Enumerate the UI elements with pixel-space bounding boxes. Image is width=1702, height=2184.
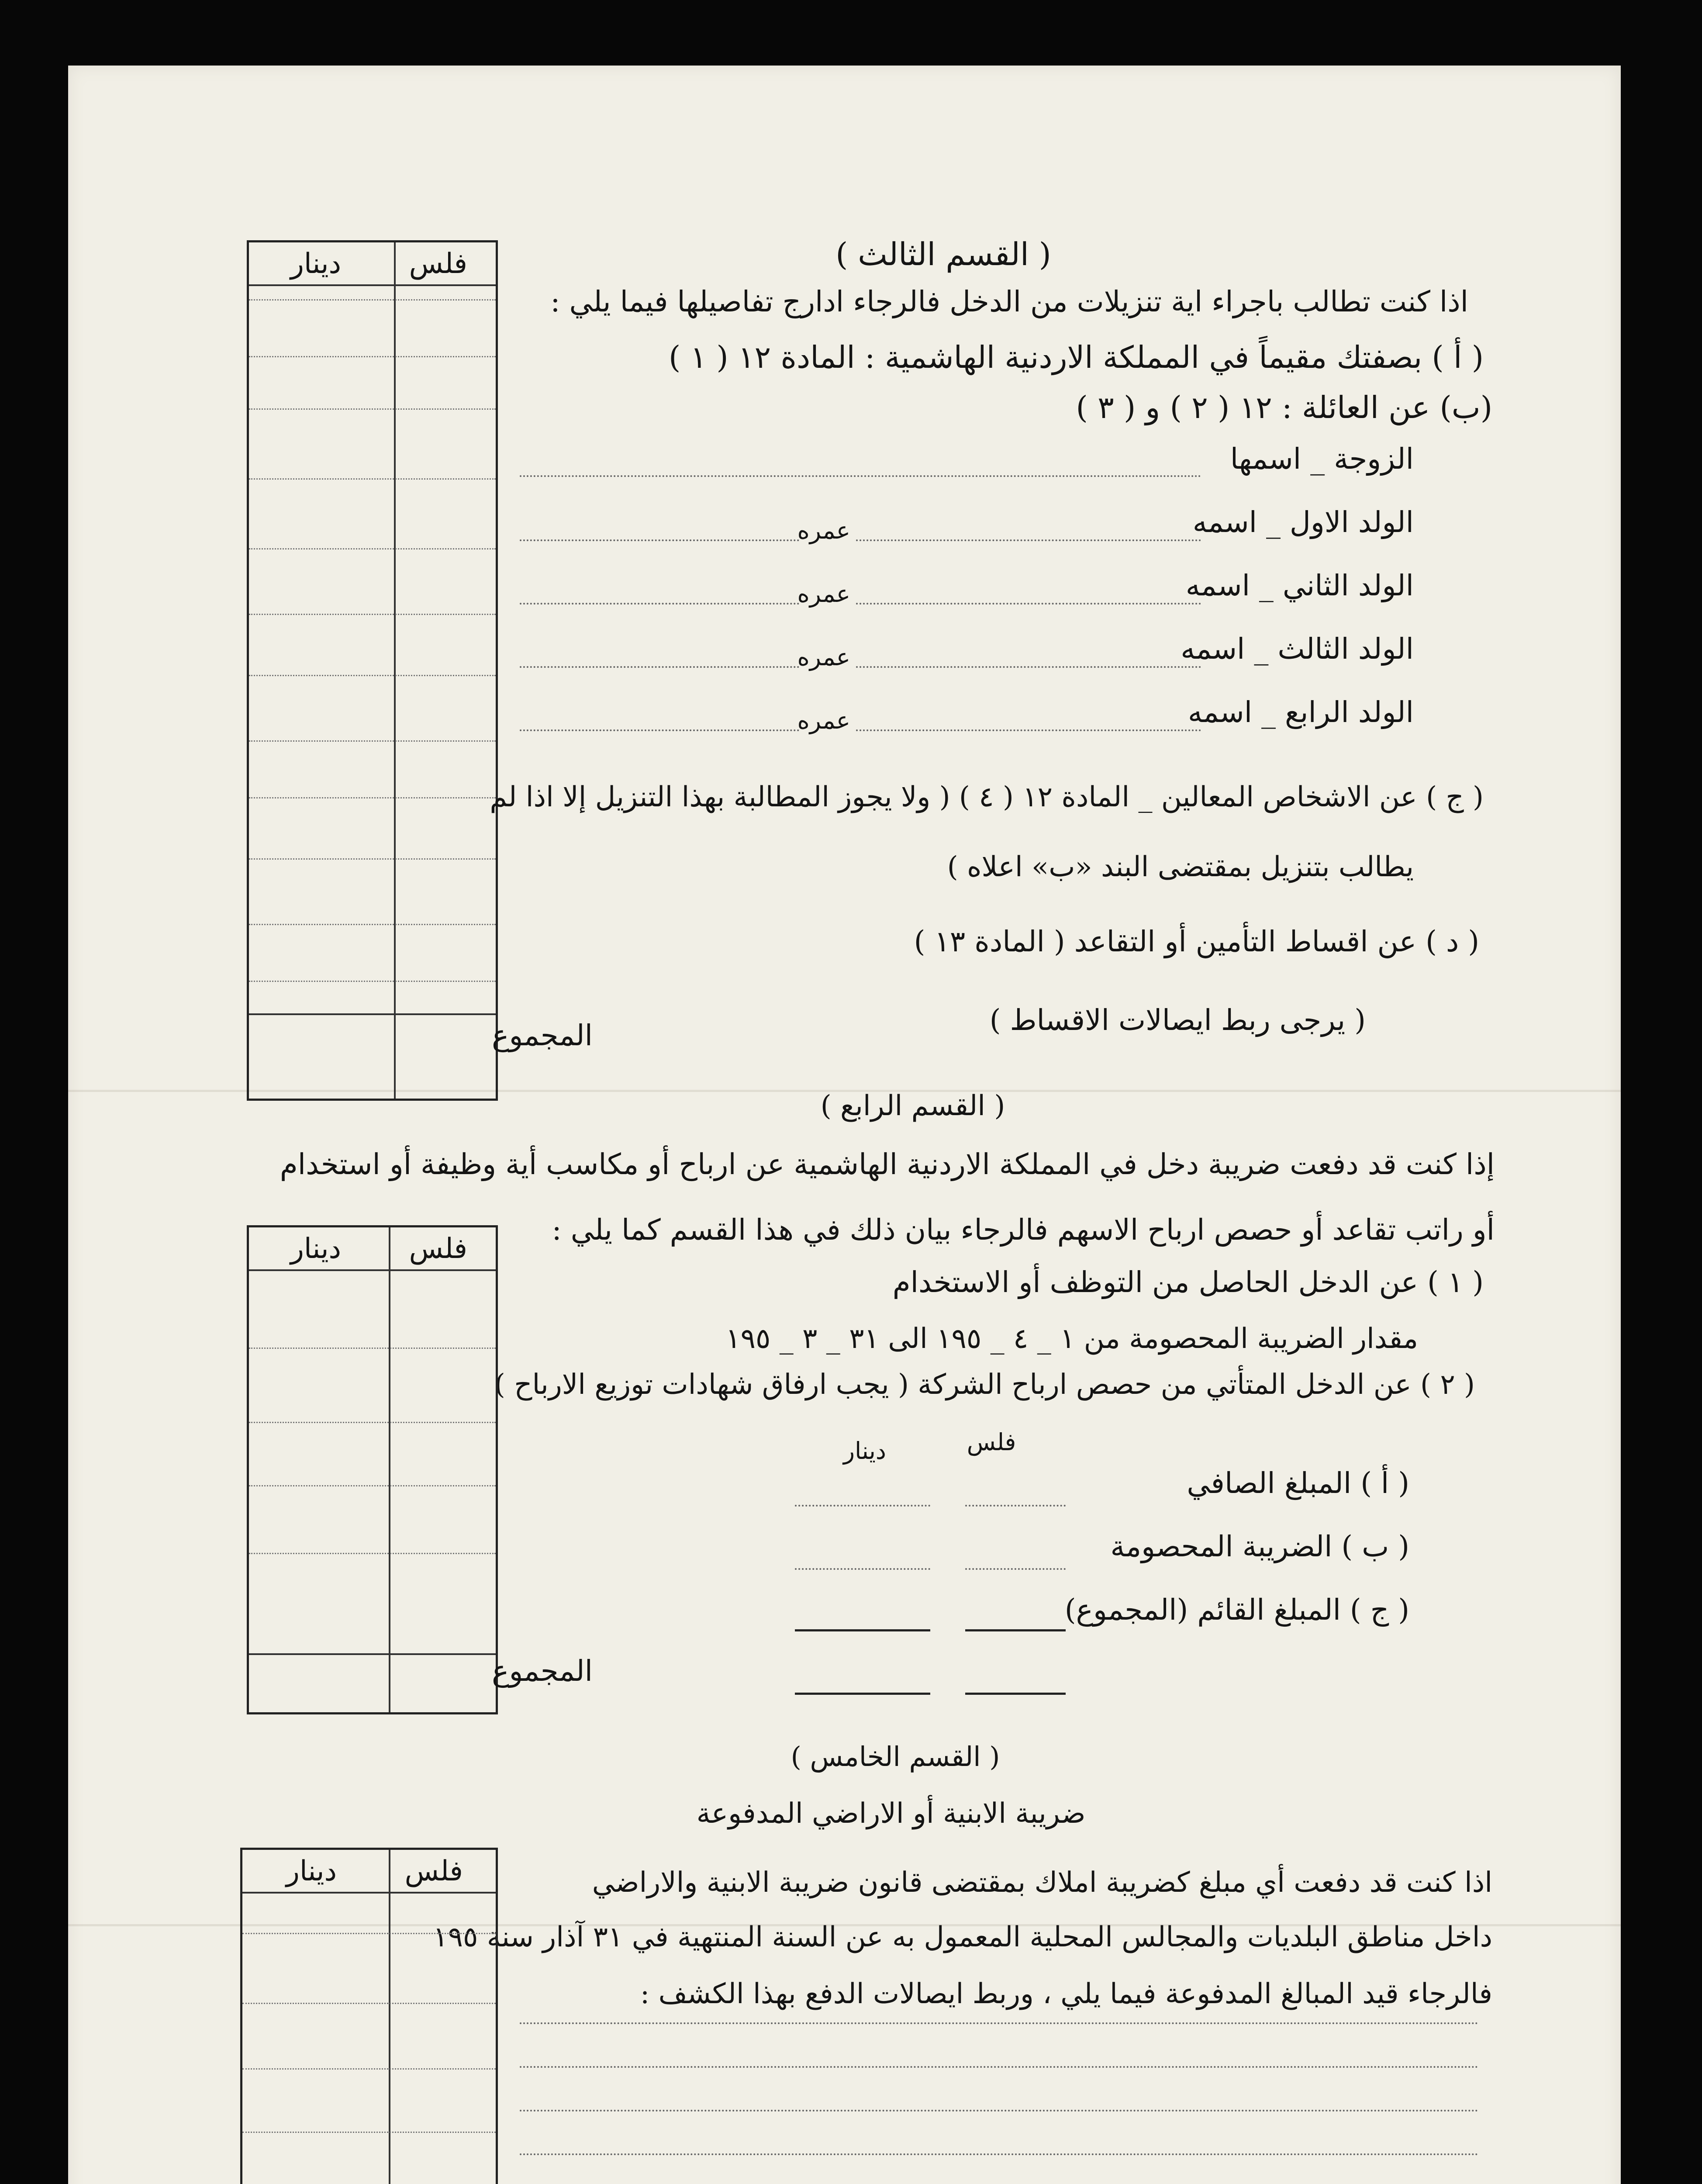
section4-item2: ( ٢ ) عن الدخل المتأتي من حصص ارباح الشركة ( يجب ارفاق شهادات توزيع الارباح ) xyxy=(494,1368,1475,1401)
payment-entry-line[interactable] xyxy=(520,2110,1478,2111)
child4-age-field[interactable] xyxy=(520,729,799,731)
table-row xyxy=(249,408,496,410)
child1-name-field[interactable] xyxy=(856,539,1201,541)
section3-total-label: المجموع xyxy=(492,1019,593,1052)
dividend-fils-header: فلس xyxy=(967,1428,1016,1456)
section4-tax-period: مقدار الضريبة المحصومة من ١ _ ٤ _ ١٩٥ الى ٣١ _ ٣ _ ١٩٥ xyxy=(725,1323,1418,1355)
deducted-tax-dinar-field[interactable] xyxy=(795,1568,930,1570)
section4-intro-line1: إذا كنت قد دفعت ضريبة دخل في المملكة الاردنية الهاشمية عن ارباح أو مكاسب أية وظيفة أو استخدام xyxy=(280,1147,1495,1181)
section5-line1: اذا كنت قد دفعت أي مبلغ كضريبة املاك بمقتضى قانون ضريبة الابنية والاراضي xyxy=(592,1866,1492,1899)
section3-premium-note: ( يرجى ربط ايصالات الاقساط ) xyxy=(989,1003,1366,1037)
deducted-tax-fils-field[interactable] xyxy=(965,1568,1066,1570)
table-row xyxy=(249,356,496,357)
section3-item-c-line2: يطالب بتنزيل بمقتضى البند «ب» اعلاه ) xyxy=(947,851,1414,883)
section3-title: ( القسم الثالث ) xyxy=(835,236,1051,273)
table-row xyxy=(249,548,496,549)
column-divider xyxy=(389,1850,390,2184)
table-header xyxy=(249,242,496,286)
section5-subtitle: ضريبة الابنية أو الاراضي المدفوعة xyxy=(696,1797,1086,1830)
fils-header: فلس xyxy=(409,248,467,280)
total-row-divider xyxy=(249,1013,496,1015)
deducted-tax-label: ( ب ) الضريبة المحصومة xyxy=(1110,1530,1409,1563)
child3-name-field[interactable] xyxy=(856,666,1201,668)
table-row xyxy=(249,858,496,860)
section3-item-b: (ب) عن العائلة : ١٢ ( ٢ ) و ( ٣ ) xyxy=(1076,390,1492,425)
child1-age-label: عمره xyxy=(797,517,850,544)
table-row xyxy=(242,1933,496,1934)
wife-name-field[interactable] xyxy=(520,475,1201,477)
gross-amount-dinar-field[interactable] xyxy=(795,1629,930,1631)
child4-name-field[interactable] xyxy=(856,729,1201,731)
table-row xyxy=(249,478,496,480)
table-row xyxy=(249,1553,496,1554)
section5-line2: داخل مناطق البلديات والمجالس المحلية المعمول به عن السنة المنتهية في ٣١ آذار سنة ١٩٥ xyxy=(433,1921,1492,1953)
section3-intro: اذا كنت تطالب باجراء اية تنزيلات من الدخل فالرجاء ادارج تفاصيلها فيما يلي : xyxy=(550,285,1468,318)
child3-age-label: عمره xyxy=(797,643,850,671)
table-row xyxy=(249,924,496,925)
payment-entry-line[interactable] xyxy=(520,2022,1478,2024)
table-row xyxy=(249,614,496,615)
net-amount-fils-field[interactable] xyxy=(965,1505,1066,1507)
section5-line3: فالرجاء قيد المبالغ المدفوعة فيما يلي ، وربط ايصالات الدفع بهذا الكشف : xyxy=(640,1978,1492,2010)
child1-age-field[interactable] xyxy=(520,539,799,541)
column-divider xyxy=(389,1227,390,1712)
total-row-divider xyxy=(249,1653,496,1655)
child4-label: الولد الرابع _ اسمه xyxy=(1188,695,1414,729)
section4-total-label: المجموع xyxy=(492,1654,593,1688)
child1-label: الولد الاول _ اسمه xyxy=(1192,505,1414,539)
dividend-dinar-header: دينار xyxy=(843,1437,886,1465)
child2-name-field[interactable] xyxy=(856,603,1201,605)
table-row xyxy=(249,675,496,676)
child2-age-label: عمره xyxy=(797,580,850,608)
section5-title: ( القسم الخامس ) xyxy=(791,1741,1000,1773)
dividend-total-dinar-line xyxy=(795,1693,930,1695)
net-amount-label: ( أ ) المبلغ الصافي xyxy=(1187,1466,1409,1500)
table-row xyxy=(249,981,496,982)
payment-entry-line[interactable] xyxy=(520,2153,1478,2155)
table-header xyxy=(249,1227,496,1271)
section3-item-c-line1: ( ج ) عن الاشخاص المعالين _ المادة ١٢ ( ٤ ) ( ولا يجوز المطالبة بهذا التنزيل إلا اذا لم xyxy=(490,781,1484,813)
column-divider xyxy=(394,242,396,1099)
section3-item-d: ( د ) عن اقساط التأمين أو التقاعد ( المادة ١٣ ) xyxy=(914,925,1479,958)
table-row xyxy=(242,2068,496,2070)
fils-header: فلس xyxy=(409,1233,467,1265)
section5-amount-table xyxy=(240,1848,498,2184)
section4-amount-table xyxy=(247,1225,498,1714)
table-row xyxy=(242,2132,496,2133)
dividend-total-fils-line xyxy=(965,1693,1066,1695)
gross-amount-label: ( ج ) المبلغ القائم (المجموع) xyxy=(1064,1593,1409,1627)
child2-label: الولد الثاني _ اسمه xyxy=(1185,569,1414,602)
gross-amount-fils-field[interactable] xyxy=(965,1629,1066,1631)
table-row xyxy=(242,2003,496,2004)
wife-label: الزوجة _ اسمها xyxy=(1230,442,1414,476)
child2-age-field[interactable] xyxy=(520,603,799,605)
section3-amount-table xyxy=(247,240,498,1101)
section4-title: ( القسم الرابع ) xyxy=(820,1090,1005,1122)
table-row xyxy=(249,740,496,742)
child4-age-label: عمره xyxy=(797,707,850,734)
child3-label: الولد الثالث _ اسمه xyxy=(1181,632,1414,666)
net-amount-dinar-field[interactable] xyxy=(795,1505,930,1507)
table-row xyxy=(249,299,496,301)
child3-age-field[interactable] xyxy=(520,666,799,668)
table-header xyxy=(242,1850,496,1894)
table-row xyxy=(249,1485,496,1486)
table-row xyxy=(249,1422,496,1423)
table-row xyxy=(249,1348,496,1349)
table-row xyxy=(249,797,496,798)
dinar-header: دينار xyxy=(290,248,342,280)
payment-entry-line[interactable] xyxy=(520,2066,1478,2068)
section3-item-a: ( أ ) بصفتك مقيماً في المملكة الاردنية الهاشمية : المادة ١٢ ( ١ ) xyxy=(668,339,1484,375)
section4-item1: ( ١ ) عن الدخل الحاصل من التوظف أو الاستخدام xyxy=(892,1265,1484,1299)
dinar-header: دينار xyxy=(290,1233,342,1265)
fils-header: فلس xyxy=(404,1855,463,1887)
section4-intro-line2: أو راتب تقاعد أو حصص ارباح الاسهم فالرجاء بيان ذلك في هذا القسم كما يلي : xyxy=(552,1213,1495,1247)
dinar-header: دينار xyxy=(286,1855,337,1887)
